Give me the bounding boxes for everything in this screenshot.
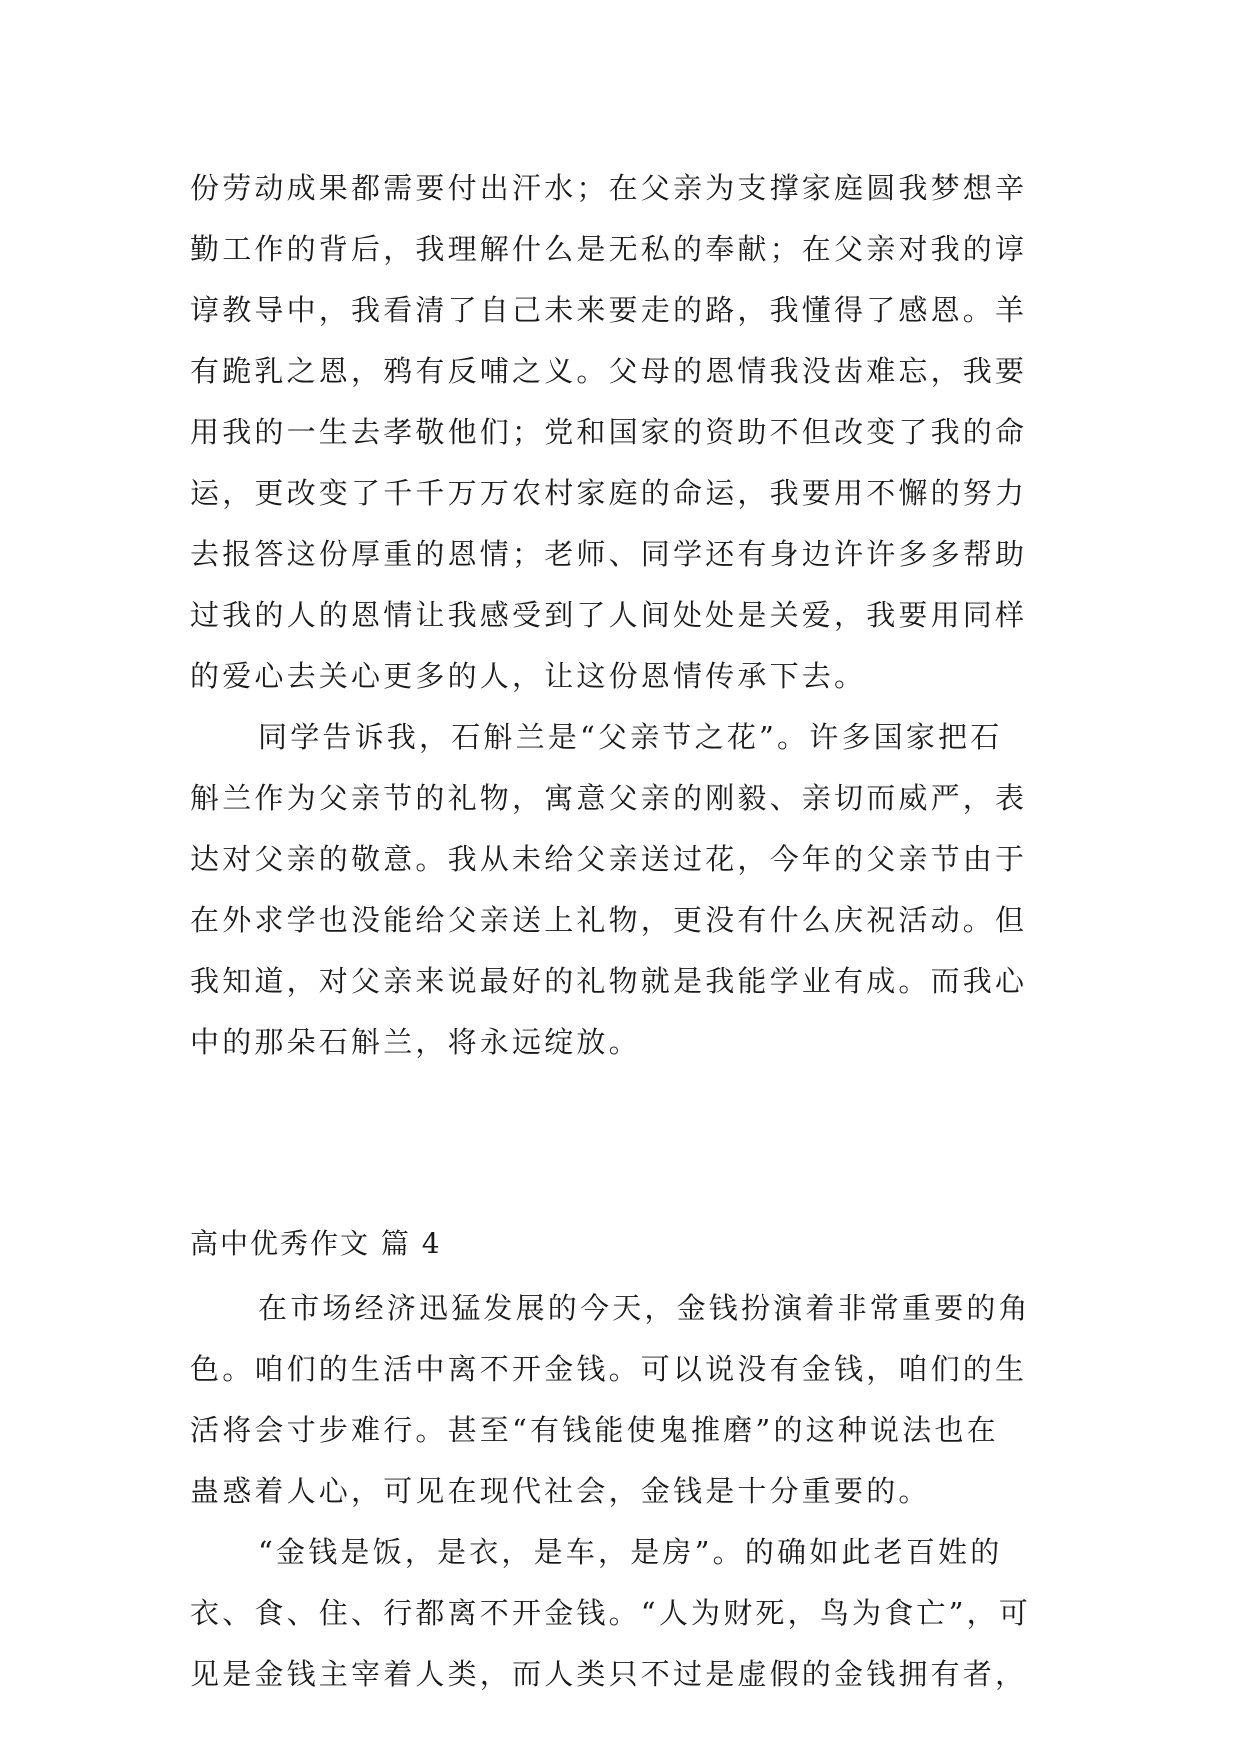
text-line: 运，更改变了千千万万农村家庭的命运，我要用不懈的努力	[190, 476, 1028, 510]
text-line: 我知道，对父亲来说最好的礼物就是我能学业有成。而我心	[190, 964, 1028, 998]
text-line: 用我的一生去孝敬他们；党和国家的资助不但改变了我的命	[190, 415, 1028, 449]
text-line: 的爱心去关心更多的人，让这份恩情传承下去。	[190, 659, 867, 693]
text-line: 去报答这份厚重的恩情；老师、同学还有身边许许多多帮助	[190, 537, 1028, 571]
text-line: 中的那朵石斛兰，将永远绽放。	[190, 1025, 641, 1059]
paragraph-money-intro	[190, 1278, 1053, 1522]
text-line: 斛兰作为父亲节的礼物，寓意父亲的刚毅、亲切而威严，表	[190, 781, 1028, 815]
text-line: 在外求学也没能给父亲送上礼物，更没有什么庆祝活动。但	[190, 903, 1028, 937]
text-line: 衣、食、住、行都离不开金钱。“人为财死，鸟为食亡”，可	[190, 1596, 1032, 1630]
text-line: “金钱是饭，是衣，是车，是房”。的确如此老百姓的	[258, 1535, 1003, 1569]
paragraph-money-quote	[190, 1522, 1053, 1705]
text-line: 见是金钱主宰着人类，而人类只不过是虚假的金钱拥有者，	[190, 1657, 1028, 1691]
text-line: 在市场经济迅猛发展的今天，金钱扮演着非常重要的角	[258, 1291, 1031, 1325]
paragraph-dendrobium	[190, 707, 1053, 1073]
text-line: 有跪乳之恩，鸦有反哺之义。父母的恩情我没齿难忘，我要	[190, 354, 1028, 388]
text-line: 蛊惑着人心，可见在现代社会，金钱是十分重要的。	[190, 1474, 931, 1508]
document-body	[190, 158, 1053, 1705]
text-line: 活将会寸步难行。甚至“有钱能使鬼推磨”的这种说法也在	[190, 1413, 999, 1447]
text-line: 谆教导中，我看清了自己未来要走的路，我懂得了感恩。羊	[190, 293, 1028, 327]
text-line: 份劳动成果都需要付出汗水；在父亲为支撑家庭圆我梦想辛	[190, 171, 1028, 205]
section-spacer	[190, 1073, 1053, 1219]
text-line: 色。咱们的生活中离不开金钱。可以说没有金钱，咱们的生	[190, 1352, 1028, 1386]
text-line: 达对父亲的敬意。我从未给父亲送过花，今年的父亲节由于	[190, 842, 1028, 876]
text-line: 过我的人的恩情让我感受到了人间处处是关爱，我要用同样	[190, 598, 1028, 632]
essay-heading: 高中优秀作文 篇 4	[190, 1227, 442, 1260]
paragraph-gratitude	[190, 158, 1053, 707]
text-line: 勤工作的背后，我理解什么是无私的奉献；在父亲对我的谆	[190, 232, 1028, 266]
text-line: 同学告诉我，石斛兰是“父亲节之花”。许多国家把石	[258, 720, 1003, 754]
